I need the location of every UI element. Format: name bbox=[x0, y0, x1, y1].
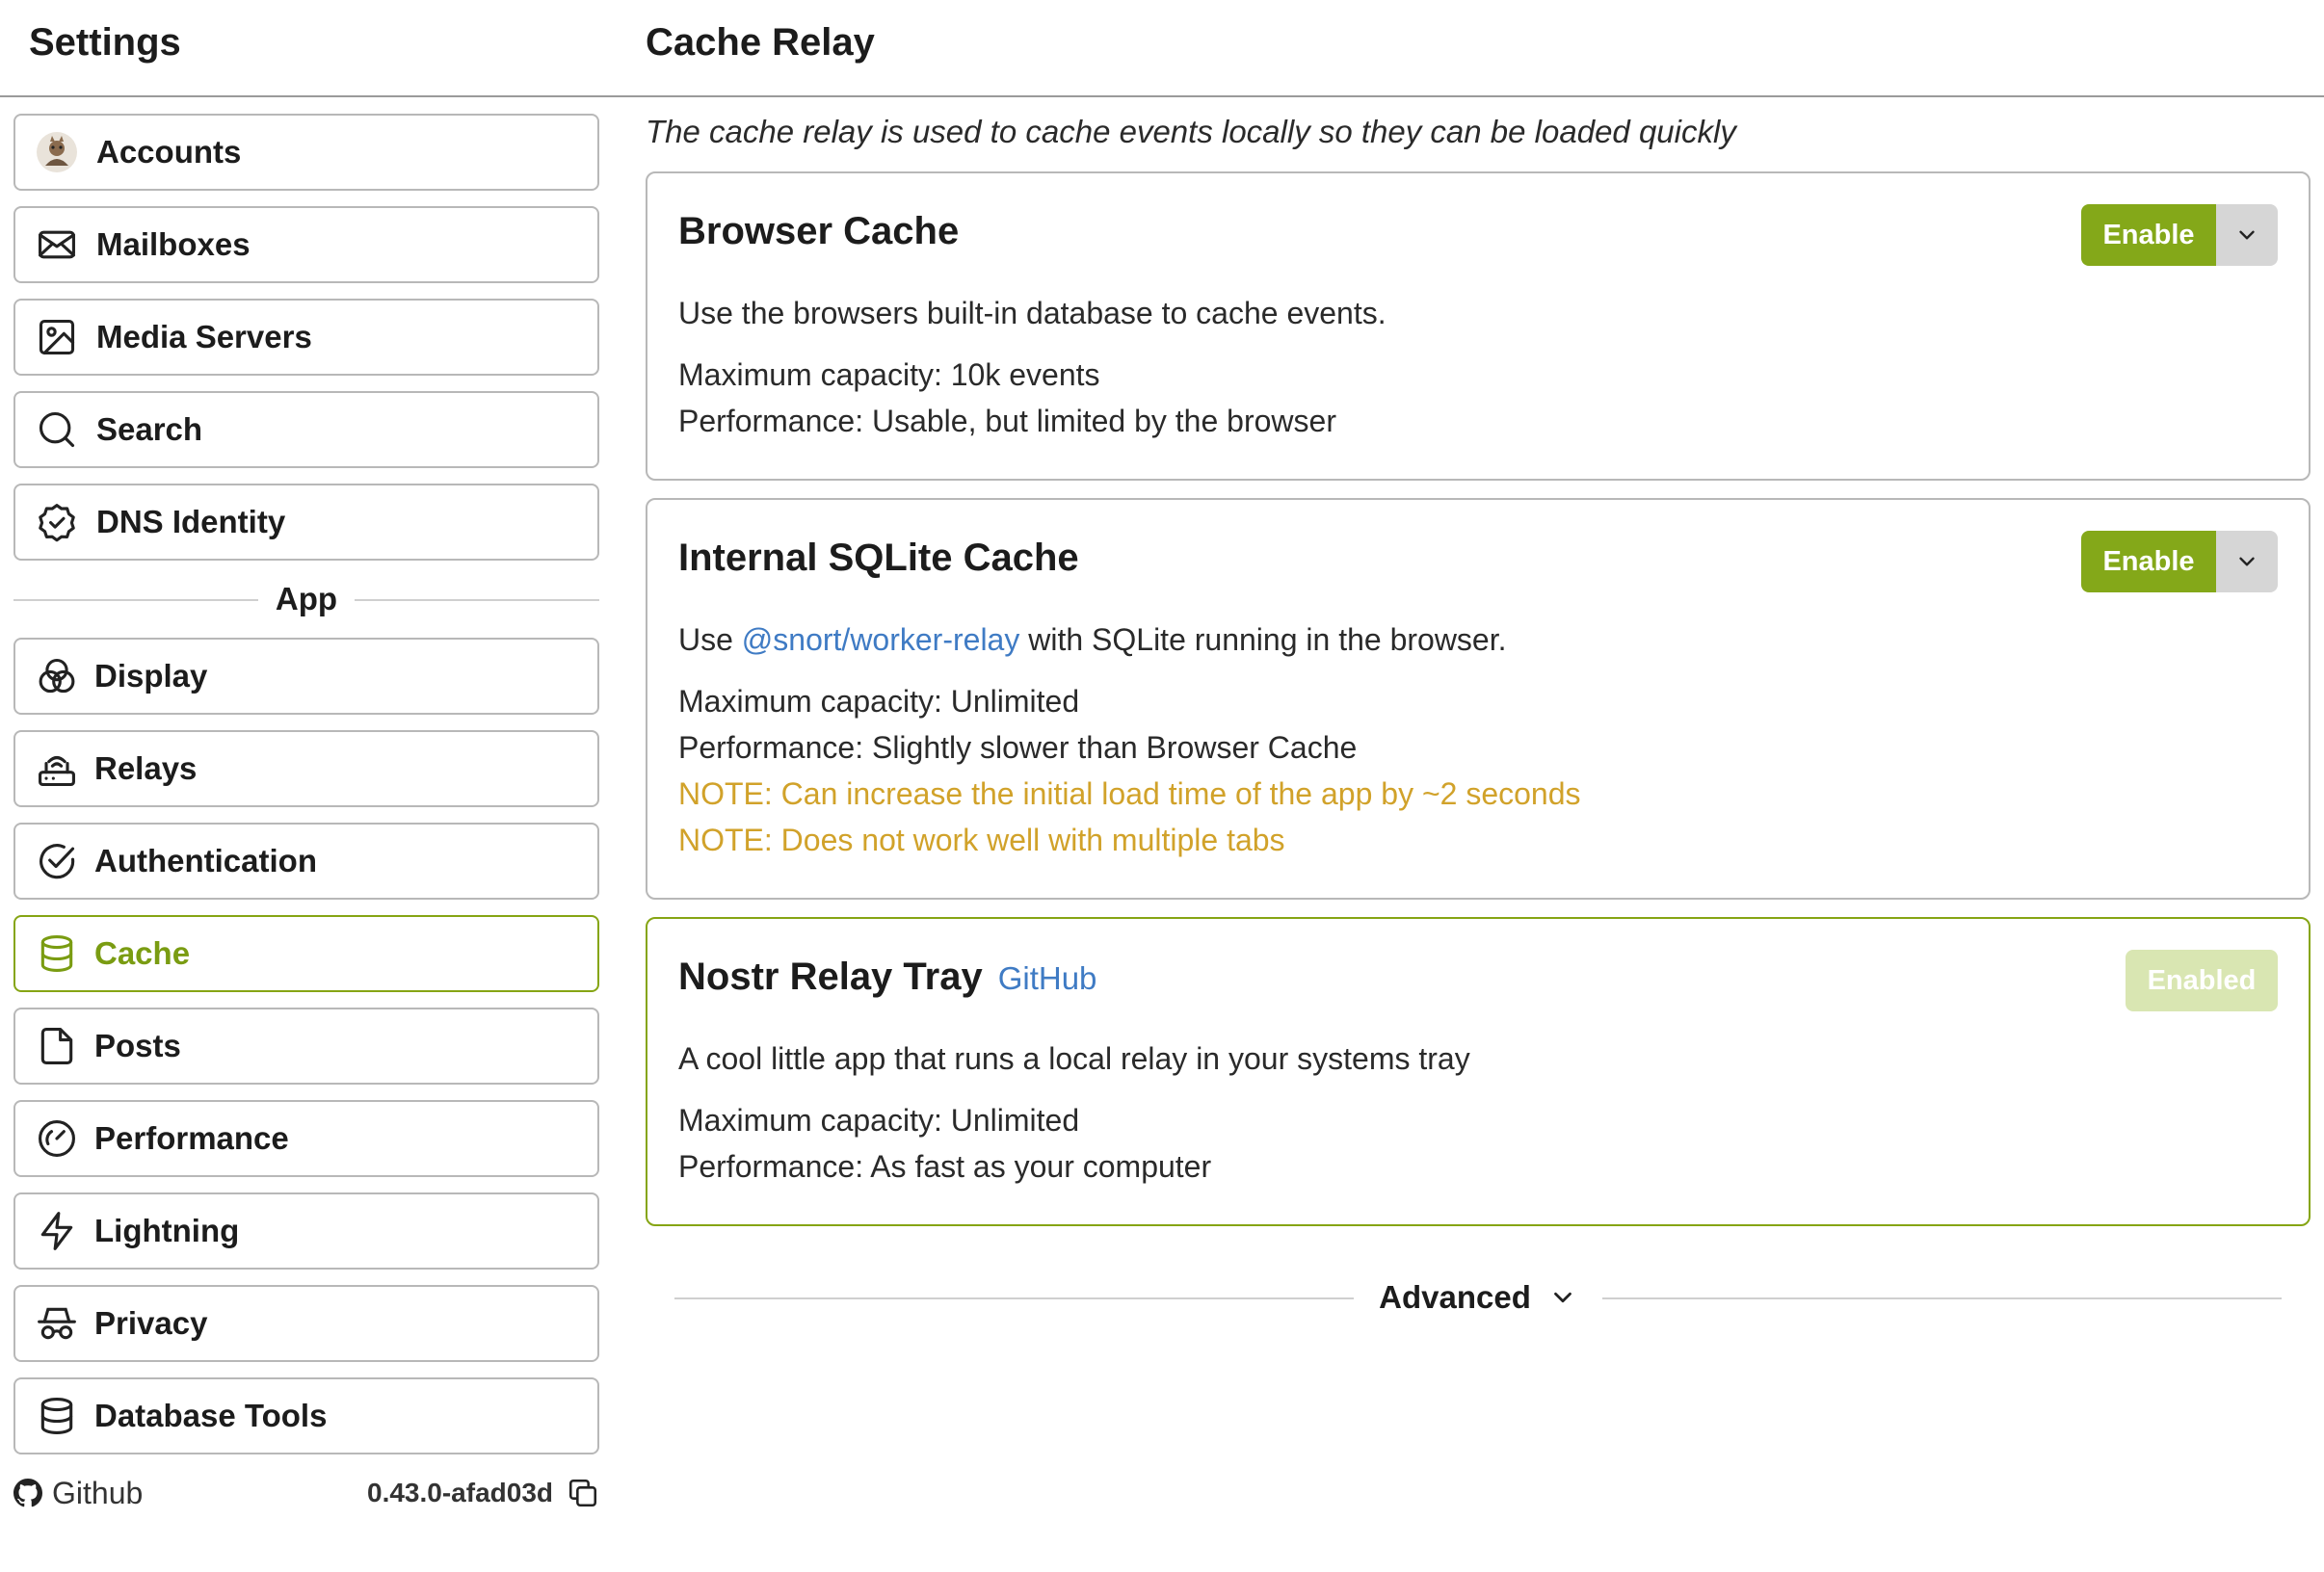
chevron-down-icon bbox=[1548, 1283, 1577, 1312]
gauge-icon bbox=[35, 1116, 79, 1161]
card-description: Use the browsers built-in database to cache events. bbox=[678, 296, 1386, 330]
enable-button[interactable]: Enable bbox=[2081, 204, 2216, 266]
card-capacity: Maximum capacity: Unlimited bbox=[678, 1103, 1080, 1138]
main-content bbox=[646, 114, 2311, 1326]
card-description: A cool little app that runs a local relay in your systems tray bbox=[678, 1041, 1470, 1076]
advanced-divider bbox=[674, 1269, 2282, 1326]
enable-button-group bbox=[2081, 531, 2278, 592]
advanced-label: Advanced bbox=[1379, 1279, 1531, 1315]
enable-button-group bbox=[2081, 204, 2278, 266]
sidebar-item-label: Lightning bbox=[94, 1213, 240, 1248]
sidebar-item-label: Posts bbox=[94, 1028, 181, 1063]
sidebar-item-label: Mailboxes bbox=[96, 226, 251, 262]
card-description bbox=[678, 616, 2278, 663]
browser-cache-card bbox=[646, 171, 2311, 481]
section-label: App bbox=[258, 581, 355, 617]
database-icon bbox=[35, 1394, 79, 1438]
page-title: Cache Relay bbox=[646, 21, 875, 64]
copy-icon[interactable] bbox=[567, 1477, 599, 1509]
incognito-icon bbox=[35, 1301, 79, 1346]
settings-title: Settings bbox=[29, 21, 181, 64]
sidebar-item-lightning[interactable] bbox=[13, 1192, 599, 1270]
github-repo-link[interactable]: GitHub bbox=[997, 960, 1097, 996]
lightning-icon bbox=[35, 1209, 79, 1253]
sqlite-cache-card bbox=[646, 498, 2311, 900]
version-label: 0.43.0-afad03d bbox=[367, 1478, 553, 1507]
github-link[interactable] bbox=[13, 1476, 143, 1511]
sidebar bbox=[13, 114, 599, 1470]
sidebar-item-cache[interactable] bbox=[13, 915, 599, 992]
page-subtitle: The cache relay is used to cache events locally so they can be loaded quickly bbox=[646, 114, 1736, 149]
chevron-down-icon bbox=[2234, 223, 2259, 248]
sidebar-item-label: Privacy bbox=[94, 1305, 208, 1341]
sidebar-item-mailboxes[interactable] bbox=[13, 206, 599, 283]
desc-prefix: Use bbox=[678, 622, 742, 657]
sidebar-item-relays[interactable] bbox=[13, 730, 599, 807]
card-capacity: Maximum capacity: 10k events bbox=[678, 357, 1100, 392]
options-dropdown-button[interactable] bbox=[2216, 531, 2278, 592]
chevron-down-icon bbox=[2234, 549, 2259, 574]
top-header bbox=[0, 0, 2324, 97]
card-title-text: Nostr Relay Tray bbox=[678, 956, 983, 998]
sidebar-footer bbox=[13, 1474, 599, 1512]
sidebar-item-posts[interactable] bbox=[13, 1008, 599, 1085]
card-note: NOTE: Can increase the initial load time of the app by ~2 seconds bbox=[678, 776, 1581, 811]
card-note: NOTE: Does not work well with multiple tabs bbox=[678, 823, 1285, 857]
sidebar-item-privacy[interactable] bbox=[13, 1285, 599, 1362]
enabled-button[interactable]: Enabled bbox=[2126, 950, 2278, 1011]
sidebar-item-media-servers[interactable] bbox=[13, 299, 599, 376]
sidebar-item-label: Search bbox=[96, 411, 203, 447]
card-title: Browser Cache bbox=[678, 210, 960, 252]
version-info bbox=[367, 1477, 599, 1509]
sidebar-item-label: Authentication bbox=[94, 843, 317, 878]
nostr-relay-tray-card bbox=[646, 917, 2311, 1226]
palette-icon bbox=[35, 654, 79, 698]
sidebar-item-label: Cache bbox=[94, 935, 191, 971]
card-capacity: Maximum capacity: Unlimited bbox=[678, 684, 1080, 719]
avatar bbox=[35, 130, 79, 174]
sidebar-item-dns-identity[interactable] bbox=[13, 484, 599, 561]
check-circle-icon bbox=[35, 839, 79, 883]
sidebar-item-label: Display bbox=[94, 658, 208, 694]
card-performance: Performance: Slightly slower than Browser Cache bbox=[678, 730, 1358, 765]
mail-icon bbox=[35, 223, 79, 267]
file-icon bbox=[35, 1024, 79, 1068]
desc-suffix: with SQLite running in the browser. bbox=[1019, 622, 1507, 657]
sidebar-item-search[interactable] bbox=[13, 391, 599, 468]
enable-button[interactable]: Enable bbox=[2081, 531, 2216, 592]
advanced-toggle[interactable] bbox=[1354, 1279, 1602, 1316]
sidebar-item-label: Relays bbox=[94, 750, 198, 786]
options-dropdown-button[interactable] bbox=[2216, 204, 2278, 266]
github-label: Github bbox=[52, 1475, 144, 1510]
card-performance: Performance: As fast as your computer bbox=[678, 1149, 1212, 1184]
search-icon bbox=[35, 407, 79, 452]
card-title bbox=[678, 956, 2278, 999]
sidebar-item-performance[interactable] bbox=[13, 1100, 599, 1177]
badge-check-icon bbox=[35, 500, 79, 544]
image-icon bbox=[35, 315, 79, 359]
sidebar-item-label: Media Servers bbox=[96, 319, 312, 354]
sidebar-item-accounts[interactable] bbox=[13, 114, 599, 191]
github-icon bbox=[13, 1479, 42, 1507]
sidebar-item-database-tools[interactable] bbox=[13, 1377, 599, 1454]
sidebar-item-label: Database Tools bbox=[94, 1398, 328, 1433]
sidebar-item-authentication[interactable] bbox=[13, 823, 599, 900]
section-divider-app bbox=[13, 572, 599, 626]
database-icon bbox=[35, 931, 79, 976]
sidebar-item-label: Accounts bbox=[96, 134, 242, 170]
sidebar-item-label: Performance bbox=[94, 1120, 289, 1156]
sidebar-item-display[interactable] bbox=[13, 638, 599, 715]
worker-relay-link[interactable]: @snort/worker-relay bbox=[741, 622, 1020, 657]
sidebar-item-label: DNS Identity bbox=[96, 504, 286, 539]
router-icon bbox=[35, 747, 79, 791]
card-performance: Performance: Usable, but limited by the browser bbox=[678, 404, 1336, 438]
card-title: Internal SQLite Cache bbox=[678, 537, 1079, 579]
